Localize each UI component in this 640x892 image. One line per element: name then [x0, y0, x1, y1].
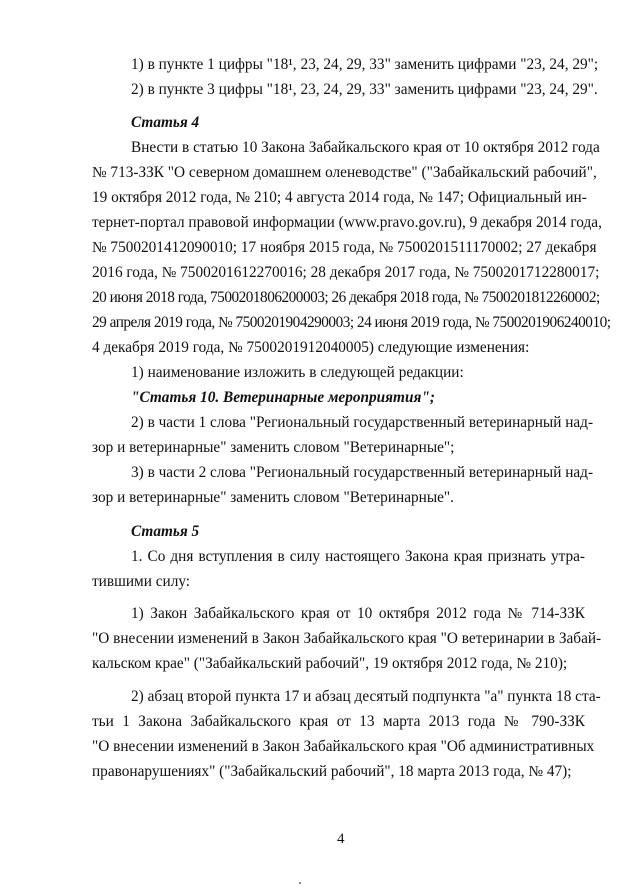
list-item: 1) Закон Забайкальского края от 10 октября 2012 года № 714-ЗЗК	[131, 605, 585, 622]
paragraph-line: № 7500201412090010; 17 ноября 2015 года, № 7500201511170002; 27 декабря	[92, 239, 597, 256]
page-number: 4	[337, 831, 345, 847]
paragraph-line: 20 июня 2018 года, 7500201806200003; 26 декабря 2018 года, № 7500201812260002;	[92, 289, 600, 306]
paragraph-line: 4 декабря 2019 года, № 7500201912040005) следующие изменения:	[92, 339, 530, 356]
list-item: 2) в части 1 слова "Региональный государственный ветеринарный над-	[131, 414, 594, 431]
paragraph-line: № 713-ЗЗК "О северном домашнем оленеводстве" ("Забайкальский рабочий",	[92, 164, 597, 181]
paragraph-line: тьи 1 Закона Забайкальского края от 13 марта 2013 года № 790-ЗЗК	[92, 713, 585, 730]
paragraph-line: 29 апреля 2019 года, № 7500201904290003; 24 июня 2019 года, № 7500201906240010;	[92, 314, 611, 331]
paragraph-line: 19 октября 2012 года, № 210; 4 августа 2014 года, № 147; Официальный ин-	[92, 189, 587, 206]
paragraph-line: кальском крае" ("Забайкальский рабочий", 19 октября 2012 года, № 210);	[92, 655, 568, 672]
paragraph-line: Внести в статью 10 Закона Забайкальского края от 10 октября 2012 года	[131, 139, 600, 156]
paragraph-line: зор и ветеринарные" заменить словом "Ветеринарные".	[92, 489, 454, 506]
paragraph-line: "О внесении изменений в Закон Забайкальского края "О ветеринарии в Забай-	[92, 630, 602, 647]
article-heading: Статья 5	[131, 523, 200, 540]
paragraph-line: 2016 года, № 7500201612270016; 28 декабря 2017 года, № 7500201712280017;	[92, 264, 600, 281]
paragraph-line: правонарушениях" ("Забайкальский рабочий", 18 марта 2013 года, № 47);	[92, 763, 572, 780]
list-item: 1) наименование изложить в следующей редакции:	[131, 364, 464, 381]
paragraph-line: зор и ветеринарные" заменить словом "Ветеринарные";	[92, 439, 455, 456]
list-item: 1) в пункте 1 цифры "18¹, 23, 24, 29, 33" заменить цифрами "23, 24, 29";	[131, 56, 599, 73]
list-item: 3) в части 2 слова "Региональный государственный ветеринарный над-	[131, 464, 594, 481]
paragraph-line: "О внесении изменений в Закон Забайкальского края "Об административных	[92, 738, 595, 755]
paragraph-line: тившими силу:	[92, 573, 191, 590]
paragraph-line: 1. Со дня вступления в силу настоящего Закона края признать утра-	[131, 548, 585, 565]
article-heading: Статья 4	[131, 114, 200, 131]
quoted-heading: "Статья 10. Ветеринарные мероприятия";	[131, 389, 435, 406]
list-item: 2) в пункте 3 цифры "18¹, 23, 24, 29, 33" заменить цифрами "23, 24, 29".	[131, 81, 598, 98]
paragraph-line: тернет-портал правовой информации (www.pravo.gov.ru), 9 декабря 2014 года,	[92, 214, 602, 231]
scan-speck	[299, 882, 301, 884]
list-item: 2) абзац второй пункта 17 и абзац десятый подпункта "а" пункта 18 ста-	[131, 688, 601, 705]
